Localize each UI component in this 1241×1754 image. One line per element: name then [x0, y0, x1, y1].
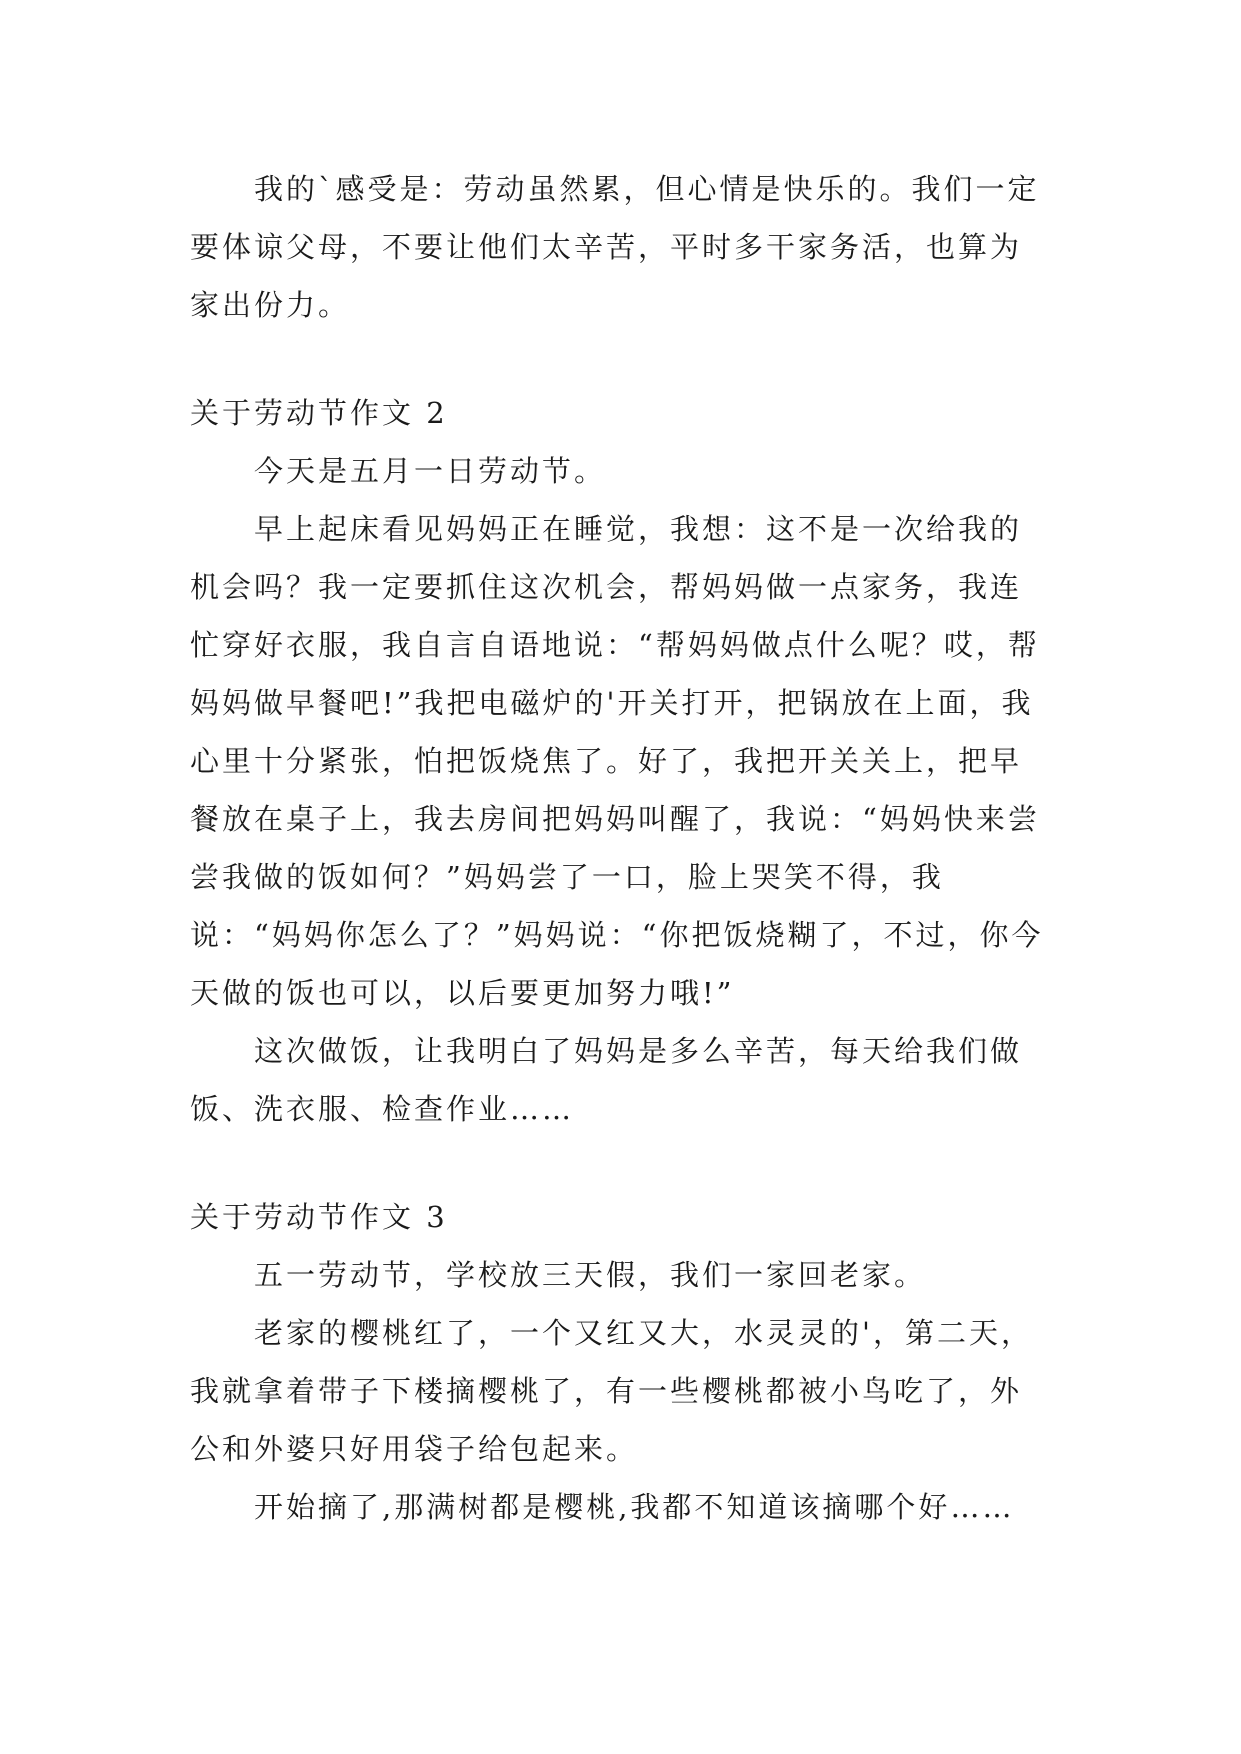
essay-2-paragraph-1: 今天是五月一日劳动节。	[254, 454, 607, 488]
essay-3-paragraph-1: 五一劳动节，学校放三天假，我们一家回老家。	[254, 1258, 927, 1292]
section-gap	[190, 1138, 1050, 1188]
essay-2-paragraph-2: 早上起床看见妈妈正在睡觉，我想：这不是一次给我的机会吗？我一定要抓住这次机会，帮妈妈做一点家务，我连忙穿好衣服，我自言自语地说：“帮妈妈做点什么呢？哎，帮妈妈做早餐吧!”我把电磁炉的'开关打开，把锅放在上面，我心里十分紧张，怕把饭烧焦了。好了，我把开关关上，把早餐放在桌子上，我去房间把妈妈叫醒了，我说：“妈妈快来尝尝我做的饭如何？”妈妈尝了一口，脸上哭笑不得，我说：“妈妈你怎么了？”妈妈说：“你把饭烧糊了，不过，你今天做的饭也可以，以后要更加努力哦!”	[190, 512, 1044, 1010]
essay-3-title: 关于劳动节作文 3	[190, 1200, 448, 1234]
essay-3-paragraph-2: 老家的樱桃红了，一个又红又大，水灵灵的'，第二天，我就拿着带子下楼摘樱桃了，有一些樱桃都被小鸟吃了，外公和外婆只好用袋子给包起来。	[190, 1316, 1033, 1466]
section-gap	[190, 334, 1050, 384]
document-body	[190, 160, 1050, 1536]
intro-paragraph: 我的`感受是：劳动虽然累，但心情是快乐的。我们一定要体谅父母，不要让他们太辛苦，平时多干家务活，也算为家出份力。	[190, 172, 1040, 322]
essay-2-title: 关于劳动节作文 2	[190, 396, 448, 430]
essay-2-paragraph-3: 这次做饭，让我明白了妈妈是多么辛苦，每天给我们做饭、洗衣服、检查作业……	[190, 1034, 1023, 1126]
essay-3-paragraph-3: 开始摘了,那满树都是樱桃,我都不知道该摘哪个好……	[254, 1490, 1015, 1524]
